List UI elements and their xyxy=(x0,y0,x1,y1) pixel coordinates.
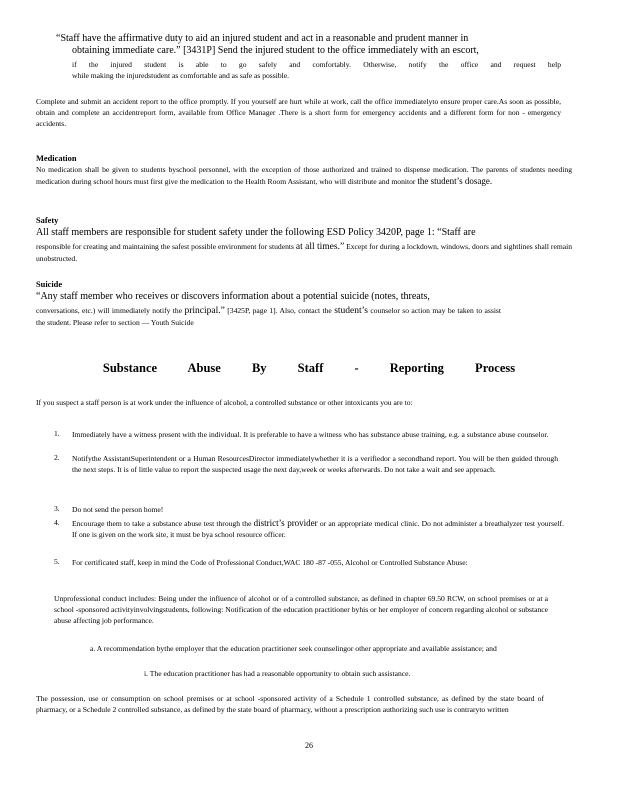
safety-paragraph: responsible for creating and maintaining the safest possible environment for students at all times.” Except for during a lockdown, windows, doors and sightlines shall remain unobstructed. xyxy=(36,242,572,263)
step-4-text: Encourage them to take a substance abuse test through the district’s provider or an appropriate medical clinic. Do not administer a breathalyzer test yourself. If one is given on the work site, it must be bya school resource officer. xyxy=(72,518,564,539)
substance-intro: If you suspect a staff person is at work under the influence of alcohol, a controlled substance or other intoxicants you are to: xyxy=(36,398,413,407)
step-1-text: Immediately have a witness present with the individual. It is preferable to have a witness who has substance abuse training, e.g. a substance abuse counselor. xyxy=(72,430,549,439)
step-5-number: 5. xyxy=(54,557,60,566)
suicide-paragraph: conversations, etc.) will immediately notify the principal.” [3425P, page 1]. Also, contact the student’s counselor so action may be taken to assist the student. Please refer to section — Youth Suicide xyxy=(36,306,501,327)
suicide-intro: “Any staff member who receives or discovers information about a potential suicide (notes, threats, xyxy=(36,291,430,302)
step-5-text: For certificated staff, keep in mind the Code of Professional Conduct,WAC 180 -87 -055, Alcohol or Controlled Substance Abuse: xyxy=(72,558,468,567)
step-3-number: 3. xyxy=(54,504,60,513)
safety-intro: All staff members are responsible for student safety under the following ESD Policy 3420P, page 1: “Staff are xyxy=(36,227,476,238)
unprofessional-conduct-paragraph: Unprofessional conduct includes: Being under the influence of alcohol or of a controlled substance, as defined in chapter 69.50 RCW, on school premises or at a school -sponsored activityinvolvingstudents, following: Notification of the education practitioner byhis or her employer of concern regarding alcohol or substance abuse affecting job performance. xyxy=(54,594,548,625)
injury-quote-line-2: obtaining immediate care.” [3431P] Send the injured student to the office immediately with an escort, xyxy=(72,45,479,56)
sub-item-i: i. The education practitioner has had a reasonable opportunity to obtain such assistance. xyxy=(144,669,411,678)
possession-paragraph: The possession, use or consumption on school premises or at school -sponsored activity of a Schedule 1 controlled substance, as defined by the state board of pharmacy, or a Schedule 2 controlled substance, as defined by the state board of pharmacy, without a prescription authorizing such use is contraryto written xyxy=(36,694,544,714)
medication-paragraph: No medication shall be given to students byschool personnel, with the exception of those authorized and trained to dispense medication. The parents of students needing medication during school hours must first give the medication to the Health Room Assistant, who will distribute and monitor the student’s dosage. xyxy=(36,165,572,186)
step-2-text: Notifythe AssistantSuperintendent or a Human ResourcesDirector immediatelywhether it is a verifiedor a secondhand report. You will be then guided through the next steps. It is of little value to report the suspected usage the next day,week or weeks afterwards. Do not take a wait and see approach. xyxy=(72,454,558,474)
suicide-heading: Suicide xyxy=(36,280,63,289)
step-4-number: 4. xyxy=(54,518,60,527)
page-number: 26 xyxy=(305,741,313,750)
step-3-text: Do not send the person home! xyxy=(72,505,164,514)
step-1-number: 1. xyxy=(54,429,60,438)
sub-item-a: a. A recommendation bythe employer that the education practitioner seek counselingor other appropriate and available assistance; and xyxy=(90,644,497,653)
accident-paragraph: Complete and submit an accident report to the office promptly. If you yourself are hurt while at work, call the office immediatelyto ensure proper care.As soon as possible, obtain and complete an accidentreport form, available from Office Manager .There is a short form for emergency accidents and a different form for non - emergency accidents. xyxy=(36,97,561,128)
injury-quote-line-4: while making the injuredstudent as comfortable and as safe as possible. xyxy=(72,71,289,80)
safety-heading: Safety xyxy=(36,216,59,225)
medication-heading: Medication xyxy=(36,154,77,163)
step-2-number: 2. xyxy=(54,453,60,462)
section-title: Substance Abuse By Staff - Reporting Process xyxy=(102,361,516,375)
injury-quote-line-1: “Staff have the affirmative duty to aid an injured student and act in a reasonable and prudent manner in xyxy=(56,33,469,44)
injury-quote-line-3: if the injured student is able to go safely and comfortably. Otherwise, notify the office and request help xyxy=(72,60,561,69)
